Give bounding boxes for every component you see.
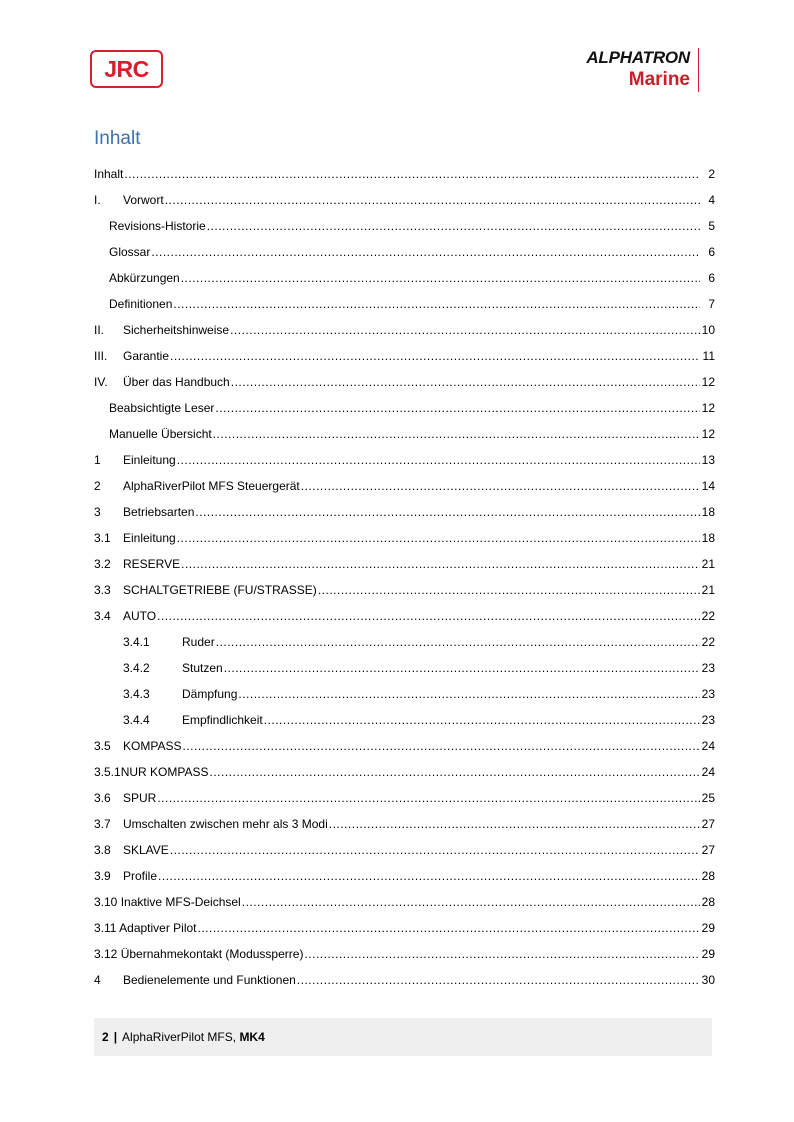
toc-entry-number: 3.6 <box>94 791 111 805</box>
toc-entry-label[interactable]: AlphaRiverPilot MFS Steuergerät <box>123 479 300 493</box>
toc-entry-label[interactable]: Betriebsarten <box>123 505 195 519</box>
toc-entry-number: 2 <box>94 479 101 493</box>
toc-entry-number: 3.5 <box>94 739 111 753</box>
toc-entry-label[interactable]: Manuelle Übersicht <box>109 427 212 441</box>
toc-dot-leader <box>165 192 700 208</box>
toc-entry-page[interactable]: 23 <box>701 661 715 675</box>
toc-dot-leader <box>231 374 700 390</box>
toc-entry-page[interactable]: 21 <box>701 583 715 597</box>
toc-dot-leader <box>173 296 700 312</box>
toc-entry[interactable] <box>94 208 715 234</box>
toc-dot-leader <box>318 582 700 598</box>
toc-entry[interactable] <box>94 598 715 624</box>
toc-dot-leader <box>213 426 700 442</box>
toc-entry-label[interactable]: KOMPASS <box>123 739 182 753</box>
toc-entry[interactable] <box>94 286 715 312</box>
toc-entry-number: I. <box>94 193 101 207</box>
toc-dot-leader <box>238 686 700 702</box>
toc-entry-label[interactable]: 3.11 Adaptiver Pilot <box>94 921 197 935</box>
toc-dot-leader <box>207 218 700 234</box>
toc-entry-number: 1 <box>94 453 101 467</box>
toc-dot-leader <box>216 634 700 650</box>
toc-dot-leader <box>264 712 700 728</box>
toc-entry-label[interactable]: Dämpfung <box>182 687 238 701</box>
toc-entry-label[interactable]: Umschalten zwischen mehr als 3 Modi <box>123 817 328 831</box>
toc-entry[interactable] <box>94 546 715 572</box>
jrc-logo <box>90 50 163 88</box>
toc-entry-page[interactable]: 23 <box>701 687 715 701</box>
toc-entry-page[interactable]: 28 <box>701 895 715 909</box>
toc-entry-number: 3.7 <box>94 817 111 831</box>
toc-entry-number: 3 <box>94 505 101 519</box>
toc-entry[interactable] <box>94 364 715 390</box>
toc-dot-leader <box>242 894 700 910</box>
toc-entry[interactable] <box>94 884 715 910</box>
toc-entry-page[interactable]: 6 <box>708 271 715 285</box>
toc-entry-number: IV. <box>94 375 108 389</box>
toc-entry-label[interactable]: 3.12 Übernahmekontakt (Modussperre) <box>94 947 304 961</box>
toc-entry[interactable] <box>94 702 715 728</box>
marine-logo-text: Marine <box>628 69 690 90</box>
toc-entry-number: II. <box>94 323 105 337</box>
toc-entry[interactable] <box>94 624 715 650</box>
toc-entry[interactable] <box>94 234 715 260</box>
toc-dot-leader <box>151 244 700 260</box>
toc-entry-page[interactable]: 23 <box>701 713 715 727</box>
toc-entry[interactable] <box>94 832 715 858</box>
toc-dot-leader <box>181 270 700 286</box>
toc-entry-page[interactable]: 5 <box>708 219 715 233</box>
toc-entry-page[interactable]: 14 <box>701 479 715 493</box>
toc-dot-leader <box>182 738 700 754</box>
toc-dot-leader <box>224 660 700 676</box>
toc-entry-page[interactable]: 7 <box>708 297 715 311</box>
toc-entry[interactable] <box>94 182 715 208</box>
toc-entry-label[interactable]: Ruder <box>182 635 215 649</box>
toc-entry[interactable] <box>94 910 715 936</box>
toc-entry-number: 3.9 <box>94 869 111 883</box>
toc-entry-label[interactable]: Beabsichtigte Leser <box>109 401 215 415</box>
toc-entry-page[interactable]: 28 <box>701 869 715 883</box>
toc-entry-page[interactable]: 18 <box>701 505 715 519</box>
toc-dot-leader <box>329 816 700 832</box>
toc-entry-page[interactable]: 27 <box>701 817 715 831</box>
toc-entry-page[interactable]: 13 <box>701 453 715 467</box>
toc-entry-label[interactable]: SKLAVE <box>123 843 169 857</box>
toc-entry-number: 3.4 <box>94 609 111 623</box>
toc-entry-label[interactable]: 3.10 Inaktive MFS-Deichsel <box>94 895 241 909</box>
toc-entry[interactable] <box>94 442 715 468</box>
toc-dot-leader <box>230 322 700 338</box>
toc-entry[interactable] <box>94 520 715 546</box>
toc-entry-label[interactable]: Definitionen <box>109 297 173 311</box>
toc-entry[interactable] <box>94 572 715 598</box>
toc-entry-page[interactable]: 24 <box>701 765 715 779</box>
toc-entry-page[interactable]: 11 <box>702 349 715 363</box>
toc-entry-label[interactable]: Einleitung <box>123 453 176 467</box>
toc-entry-page[interactable]: 24 <box>701 739 715 753</box>
toc-entry[interactable] <box>94 676 715 702</box>
toc-dot-leader <box>157 790 700 806</box>
toc-entry-number: III. <box>94 349 108 363</box>
toc-entry[interactable] <box>94 806 715 832</box>
toc-dot-leader <box>209 764 700 780</box>
toc-entry-page[interactable]: 12 <box>701 427 715 441</box>
toc-entry-number: 3.2 <box>94 557 111 571</box>
footer-page-number: 2 <box>102 1030 109 1044</box>
toc-entry-label[interactable]: Über das Handbuch <box>123 375 230 389</box>
toc-entry-number: 3.8 <box>94 843 111 857</box>
toc-entry[interactable] <box>94 754 715 780</box>
toc-entry[interactable] <box>94 650 715 676</box>
toc-entry-number: 3.1 <box>94 531 111 545</box>
table-of-contents <box>94 156 715 988</box>
toc-entry-label[interactable]: Sicherheitshinweise <box>123 323 230 337</box>
toc-dot-leader <box>124 166 700 182</box>
toc-entry-label[interactable]: Bedienelemente und Funktionen <box>123 973 296 987</box>
toc-entry-label[interactable]: Vorwort <box>123 193 164 207</box>
toc-dot-leader <box>304 946 700 962</box>
footer-model: MK4 <box>239 1030 265 1044</box>
toc-entry-label[interactable]: AUTO <box>123 609 157 623</box>
toc-entry-page[interactable]: 2 <box>708 167 715 181</box>
toc-entry-page[interactable]: 12 <box>701 401 715 415</box>
toc-entry-number: 3.4.3 <box>123 687 150 701</box>
toc-entry-number: 3.3 <box>94 583 111 597</box>
toc-entry[interactable] <box>94 936 715 962</box>
footer-product-name: AlphaRiverPilot MFS, <box>122 1030 237 1044</box>
toc-entry-number: 3.4.4 <box>123 713 150 727</box>
toc-entry[interactable] <box>94 416 715 442</box>
footer-separator: | <box>113 1030 118 1044</box>
toc-heading: Inhalt <box>94 128 141 149</box>
toc-dot-leader <box>301 478 700 494</box>
toc-dot-leader <box>181 556 700 572</box>
toc-entry[interactable] <box>94 312 715 338</box>
toc-entry[interactable] <box>94 962 715 988</box>
toc-entry[interactable] <box>94 468 715 494</box>
toc-entry[interactable] <box>94 390 715 416</box>
toc-dot-leader <box>158 868 700 884</box>
toc-entry-label[interactable]: Abkürzungen <box>109 271 180 285</box>
toc-dot-leader <box>170 348 700 364</box>
toc-entry-page[interactable]: 22 <box>701 609 715 623</box>
toc-dot-leader <box>170 842 700 858</box>
toc-entry-label[interactable]: Empfindlichkeit <box>182 713 263 727</box>
alphatron-marine-logo <box>586 48 699 92</box>
toc-entry[interactable] <box>94 260 715 286</box>
toc-dot-leader <box>215 400 700 416</box>
toc-entry-number: 3.4.2 <box>123 661 150 675</box>
toc-dot-leader <box>198 920 700 936</box>
toc-entry-page[interactable]: 18 <box>701 531 715 545</box>
toc-entry-label[interactable]: Glossar <box>109 245 151 259</box>
toc-entry[interactable] <box>94 780 715 806</box>
toc-entry-page[interactable]: 30 <box>701 973 715 987</box>
toc-entry[interactable] <box>94 728 715 754</box>
toc-entry-label[interactable]: 3.5.1NUR KOMPASS <box>94 765 209 779</box>
toc-entry-page[interactable]: 25 <box>701 791 715 805</box>
toc-entry-page[interactable]: 22 <box>701 635 715 649</box>
toc-entry-label[interactable]: Inhalt <box>94 167 124 181</box>
toc-entry-label[interactable]: Revisions-Historie <box>109 219 206 233</box>
toc-entry-number: 3.4.1 <box>123 635 150 649</box>
toc-dot-leader <box>297 972 700 988</box>
toc-entry-number: 4 <box>94 973 101 987</box>
toc-entry-label[interactable]: SCHALTGETRIEBE (FU/STRASSE) <box>123 583 317 597</box>
toc-entry[interactable] <box>94 494 715 520</box>
toc-dot-leader <box>177 452 700 468</box>
toc-entry-page[interactable]: 12 <box>701 375 715 389</box>
toc-entry[interactable] <box>94 338 715 364</box>
toc-dot-leader <box>195 504 700 520</box>
toc-entry-page[interactable]: 21 <box>701 557 715 571</box>
toc-dot-leader <box>177 530 700 546</box>
page-footer <box>94 1018 712 1056</box>
toc-entry-label[interactable]: Einleitung <box>123 531 176 545</box>
toc-entry-label[interactable]: SPUR <box>123 791 157 805</box>
toc-entry-page[interactable]: 29 <box>701 947 715 961</box>
toc-entry-page[interactable]: 6 <box>708 245 715 259</box>
toc-entry-page[interactable]: 27 <box>701 843 715 857</box>
toc-entry[interactable] <box>94 156 715 182</box>
toc-dot-leader <box>157 608 700 624</box>
toc-entry-label[interactable]: Garantie <box>123 349 170 363</box>
jrc-logo-text: JRC <box>104 55 149 82</box>
toc-entry-label[interactable]: Stutzen <box>182 661 223 675</box>
toc-entry-page[interactable]: 10 <box>701 323 715 337</box>
toc-entry-page[interactable]: 29 <box>701 921 715 935</box>
toc-entry-label[interactable]: RESERVE <box>123 557 181 571</box>
toc-entry-page[interactable]: 4 <box>708 193 715 207</box>
alphatron-logo-text: ALPHATRON <box>586 48 690 67</box>
toc-entry-label[interactable]: Profile <box>123 869 158 883</box>
toc-entry[interactable] <box>94 858 715 884</box>
